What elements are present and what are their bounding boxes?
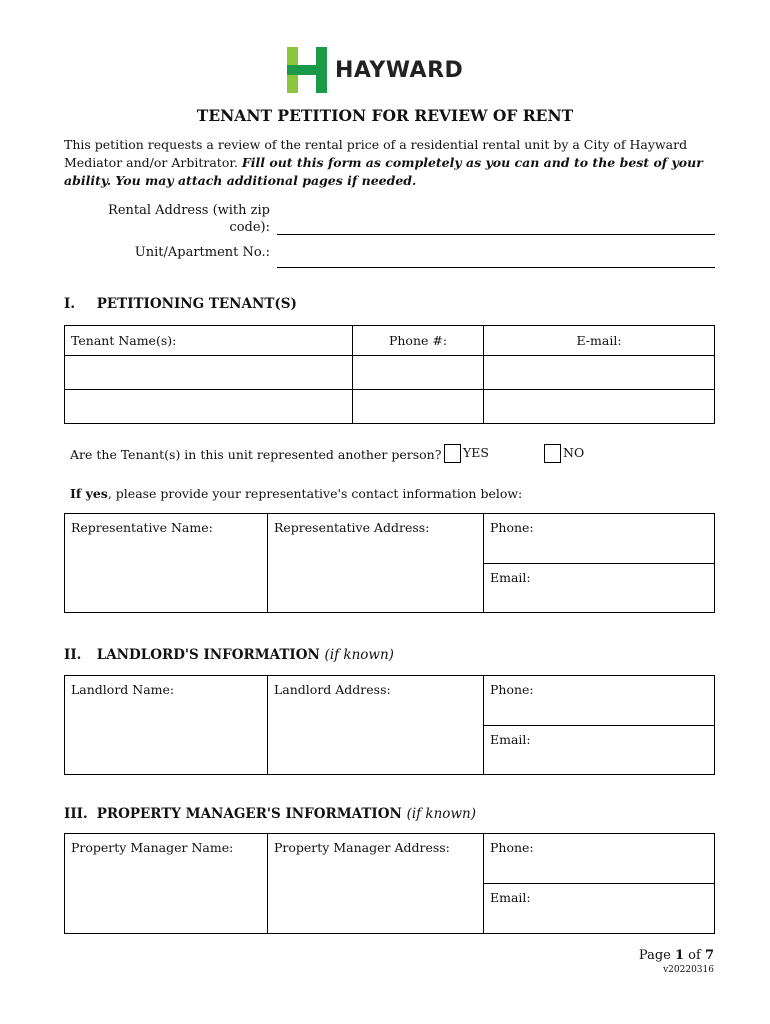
intro-paragraph <box>64 136 714 190</box>
yes-option[interactable] <box>444 444 489 463</box>
intro-bold: Fill out this form as completely as you can and to the best of your ability. You may attach additional pages if needed. <box>64 155 703 188</box>
tenant-name-header: Tenant Name(s): <box>65 326 353 356</box>
section-3-title: PROPERTY MANAGER'S INFORMATION <box>96 806 402 822</box>
tenant-phone-cell[interactable] <box>353 390 484 424</box>
no-label: NO <box>563 445 585 460</box>
tenant-phone-cell[interactable] <box>353 356 484 390</box>
tenant-name-cell[interactable] <box>65 356 353 390</box>
property-manager-name-cell[interactable] <box>64 833 268 934</box>
page-word: Page <box>638 948 671 963</box>
representative-email-label: Email: <box>490 570 531 585</box>
table-row <box>65 390 715 424</box>
version-label: v20220316 <box>663 965 714 975</box>
tenant-table-header <box>65 326 715 356</box>
page-title: TENANT PETITION FOR REVIEW OF RENT <box>196 106 574 125</box>
section-1-heading <box>64 296 297 312</box>
tenant-email-cell[interactable] <box>484 356 715 390</box>
landlord-phone-label: Phone: <box>490 682 534 697</box>
property-manager-email-label: Email: <box>490 890 531 905</box>
yes-checkbox[interactable] <box>444 444 461 463</box>
representative-address-cell[interactable] <box>267 513 484 613</box>
landlord-email-cell[interactable] <box>483 725 715 775</box>
representative-phone-cell[interactable] <box>483 513 715 564</box>
section-2-qualifier: (if known) <box>324 647 394 663</box>
representative-email-cell[interactable] <box>483 563 715 613</box>
of-word: of <box>688 948 701 963</box>
representative-name-cell[interactable] <box>64 513 268 613</box>
page-number <box>639 948 714 963</box>
property-manager-phone-cell[interactable] <box>483 833 715 884</box>
if-yes-instruction <box>70 486 522 501</box>
landlord-name-label: Landlord Name: <box>71 682 175 697</box>
section-2-number: II. <box>64 647 82 663</box>
rental-address-label <box>60 202 270 236</box>
section-2-title: LANDLORD'S INFORMATION <box>96 647 320 663</box>
represented-question: Are the Tenant(s) in this unit represented another person? <box>70 447 442 462</box>
property-manager-address-label: Property Manager Address: <box>274 840 450 855</box>
no-option[interactable] <box>544 444 584 463</box>
section-3-qualifier: (if known) <box>406 806 476 822</box>
representative-phone-label: Phone: <box>490 520 534 535</box>
property-manager-phone-label: Phone: <box>490 840 534 855</box>
tenant-table <box>64 325 715 424</box>
tenant-name-cell[interactable] <box>65 390 353 424</box>
landlord-name-cell[interactable] <box>64 675 268 775</box>
unit-label: Unit/Apartment No.: <box>134 245 270 260</box>
rental-address-field[interactable] <box>277 233 715 235</box>
hayward-h-logo-icon <box>287 47 327 93</box>
section-1-number: I. <box>64 296 76 312</box>
representative-name-label: Representative Name: <box>71 520 213 535</box>
landlord-phone-cell[interactable] <box>483 675 715 726</box>
if-yes-bold: If yes <box>70 486 108 501</box>
unit-number-field[interactable] <box>277 266 715 268</box>
property-manager-name-label: Property Manager Name: <box>71 840 234 855</box>
intro-plain: This petition requests a review of the rental price of a residential rental unit by a City of Hayward Mediator and/or Arbitrator. <box>64 137 688 170</box>
section-1-title: PETITIONING TENANT(S) <box>96 296 297 312</box>
total-pages: 7 <box>704 948 714 963</box>
section-2-heading <box>64 647 394 663</box>
tenant-phone-header: Phone #: <box>353 326 484 356</box>
tenant-email-cell[interactable] <box>484 390 715 424</box>
landlord-address-cell[interactable] <box>267 675 484 775</box>
hayward-logo <box>287 46 463 94</box>
tenant-email-header: E-mail: <box>484 326 715 356</box>
landlord-email-label: Email: <box>490 732 531 747</box>
no-checkbox[interactable] <box>544 444 561 463</box>
representative-address-label: Representative Address: <box>274 520 430 535</box>
landlord-address-label: Landlord Address: <box>274 682 391 697</box>
current-page: 1 <box>674 948 685 963</box>
table-row <box>65 356 715 390</box>
property-manager-address-cell[interactable] <box>267 833 484 934</box>
section-3-heading <box>64 806 476 822</box>
rental-address-label-line2: code): <box>229 220 270 235</box>
logo-text: HAYWARD <box>335 57 464 83</box>
property-manager-email-cell[interactable] <box>483 883 715 934</box>
rental-address-label-line1: Rental Address (with zip <box>108 203 270 218</box>
yes-label: YES <box>463 445 489 460</box>
section-3-number: III. <box>64 806 88 822</box>
if-yes-rest: , please provide your representative's contact information below: <box>107 486 523 501</box>
